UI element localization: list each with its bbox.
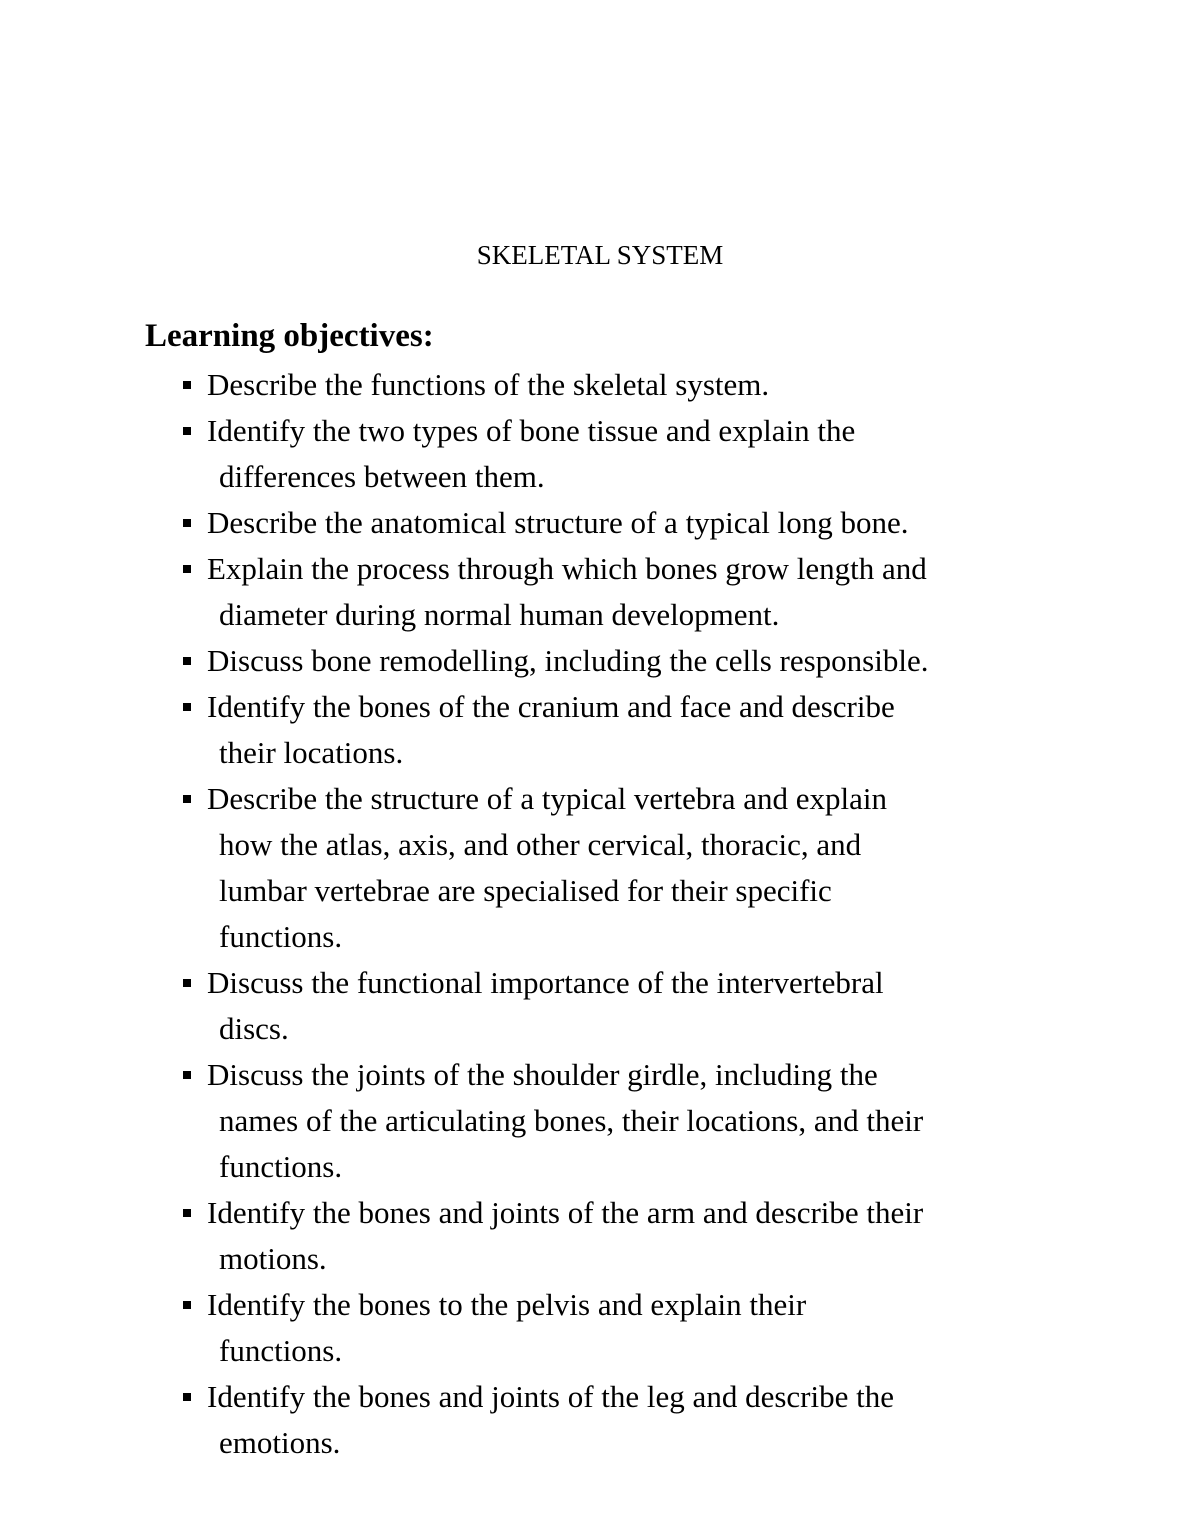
objective-item bbox=[183, 960, 1083, 1052]
objective-text: motions. bbox=[219, 1241, 327, 1276]
document-title: SKELETAL SYSTEM bbox=[476, 240, 724, 270]
bullet-icon bbox=[183, 979, 191, 987]
objective-text: Discuss bone remodelling, including the cells responsible. bbox=[207, 643, 929, 678]
bullet-icon bbox=[183, 565, 191, 573]
bullet-icon bbox=[183, 1209, 191, 1217]
objective-text: Identify the bones of the cranium and face and describe bbox=[207, 689, 895, 724]
objective-item bbox=[183, 362, 1083, 408]
objective-text: Discuss the joints of the shoulder girdle, including the bbox=[207, 1057, 878, 1092]
objective-text: Describe the anatomical structure of a typical long bone. bbox=[207, 505, 909, 540]
objective-text: discs. bbox=[219, 1011, 289, 1046]
objective-item bbox=[183, 684, 1083, 776]
objective-text: Discuss the functional importance of the intervertebral bbox=[207, 965, 884, 1000]
bullet-icon bbox=[183, 1071, 191, 1079]
objective-item bbox=[183, 546, 1083, 638]
objective-text: how the atlas, axis, and other cervical, thoracic, and bbox=[219, 827, 862, 862]
objective-text: Identify the bones and joints of the arm and describe their bbox=[207, 1195, 924, 1230]
objective-item bbox=[183, 1282, 1083, 1374]
bullet-icon bbox=[183, 703, 191, 711]
objective-text: Describe the functions of the skeletal system. bbox=[207, 367, 770, 402]
objective-item bbox=[183, 1052, 1083, 1190]
bullet-icon bbox=[183, 795, 191, 803]
objective-item bbox=[183, 408, 1083, 500]
objective-item bbox=[183, 1374, 1083, 1466]
objective-text: Explain the process through which bones grow length and bbox=[207, 551, 927, 586]
objective-text: names of the articulating bones, their locations, and their bbox=[219, 1103, 924, 1138]
objectives-list bbox=[183, 362, 1083, 1466]
bullet-icon bbox=[183, 381, 191, 389]
objective-text: Identify the two types of bone tissue and explain the bbox=[207, 413, 856, 448]
objective-text: functions. bbox=[219, 919, 343, 954]
objective-text: Describe the structure of a typical vertebra and explain bbox=[207, 781, 887, 816]
objective-item bbox=[183, 776, 1083, 960]
bullet-icon bbox=[183, 1393, 191, 1401]
objective-text: lumbar vertebrae are specialised for their specific bbox=[219, 873, 832, 908]
objective-text: Identify the bones and joints of the leg and describe the bbox=[207, 1379, 894, 1414]
section-heading: Learning objectives: bbox=[145, 318, 434, 354]
objective-item bbox=[183, 1190, 1083, 1282]
objective-item bbox=[183, 638, 1083, 684]
objective-text: functions. bbox=[219, 1333, 343, 1368]
bullet-icon bbox=[183, 427, 191, 435]
bullet-icon bbox=[183, 657, 191, 665]
objective-text: their locations. bbox=[219, 735, 404, 770]
objective-text: differences between them. bbox=[219, 459, 545, 494]
objective-text: Identify the bones to the pelvis and explain their bbox=[207, 1287, 807, 1322]
bullet-icon bbox=[183, 519, 191, 527]
objective-text: emotions. bbox=[219, 1425, 341, 1460]
objective-text: diameter during normal human development. bbox=[219, 597, 780, 632]
objective-text: functions. bbox=[219, 1149, 343, 1184]
bullet-icon bbox=[183, 1301, 191, 1309]
objective-item bbox=[183, 500, 1083, 546]
